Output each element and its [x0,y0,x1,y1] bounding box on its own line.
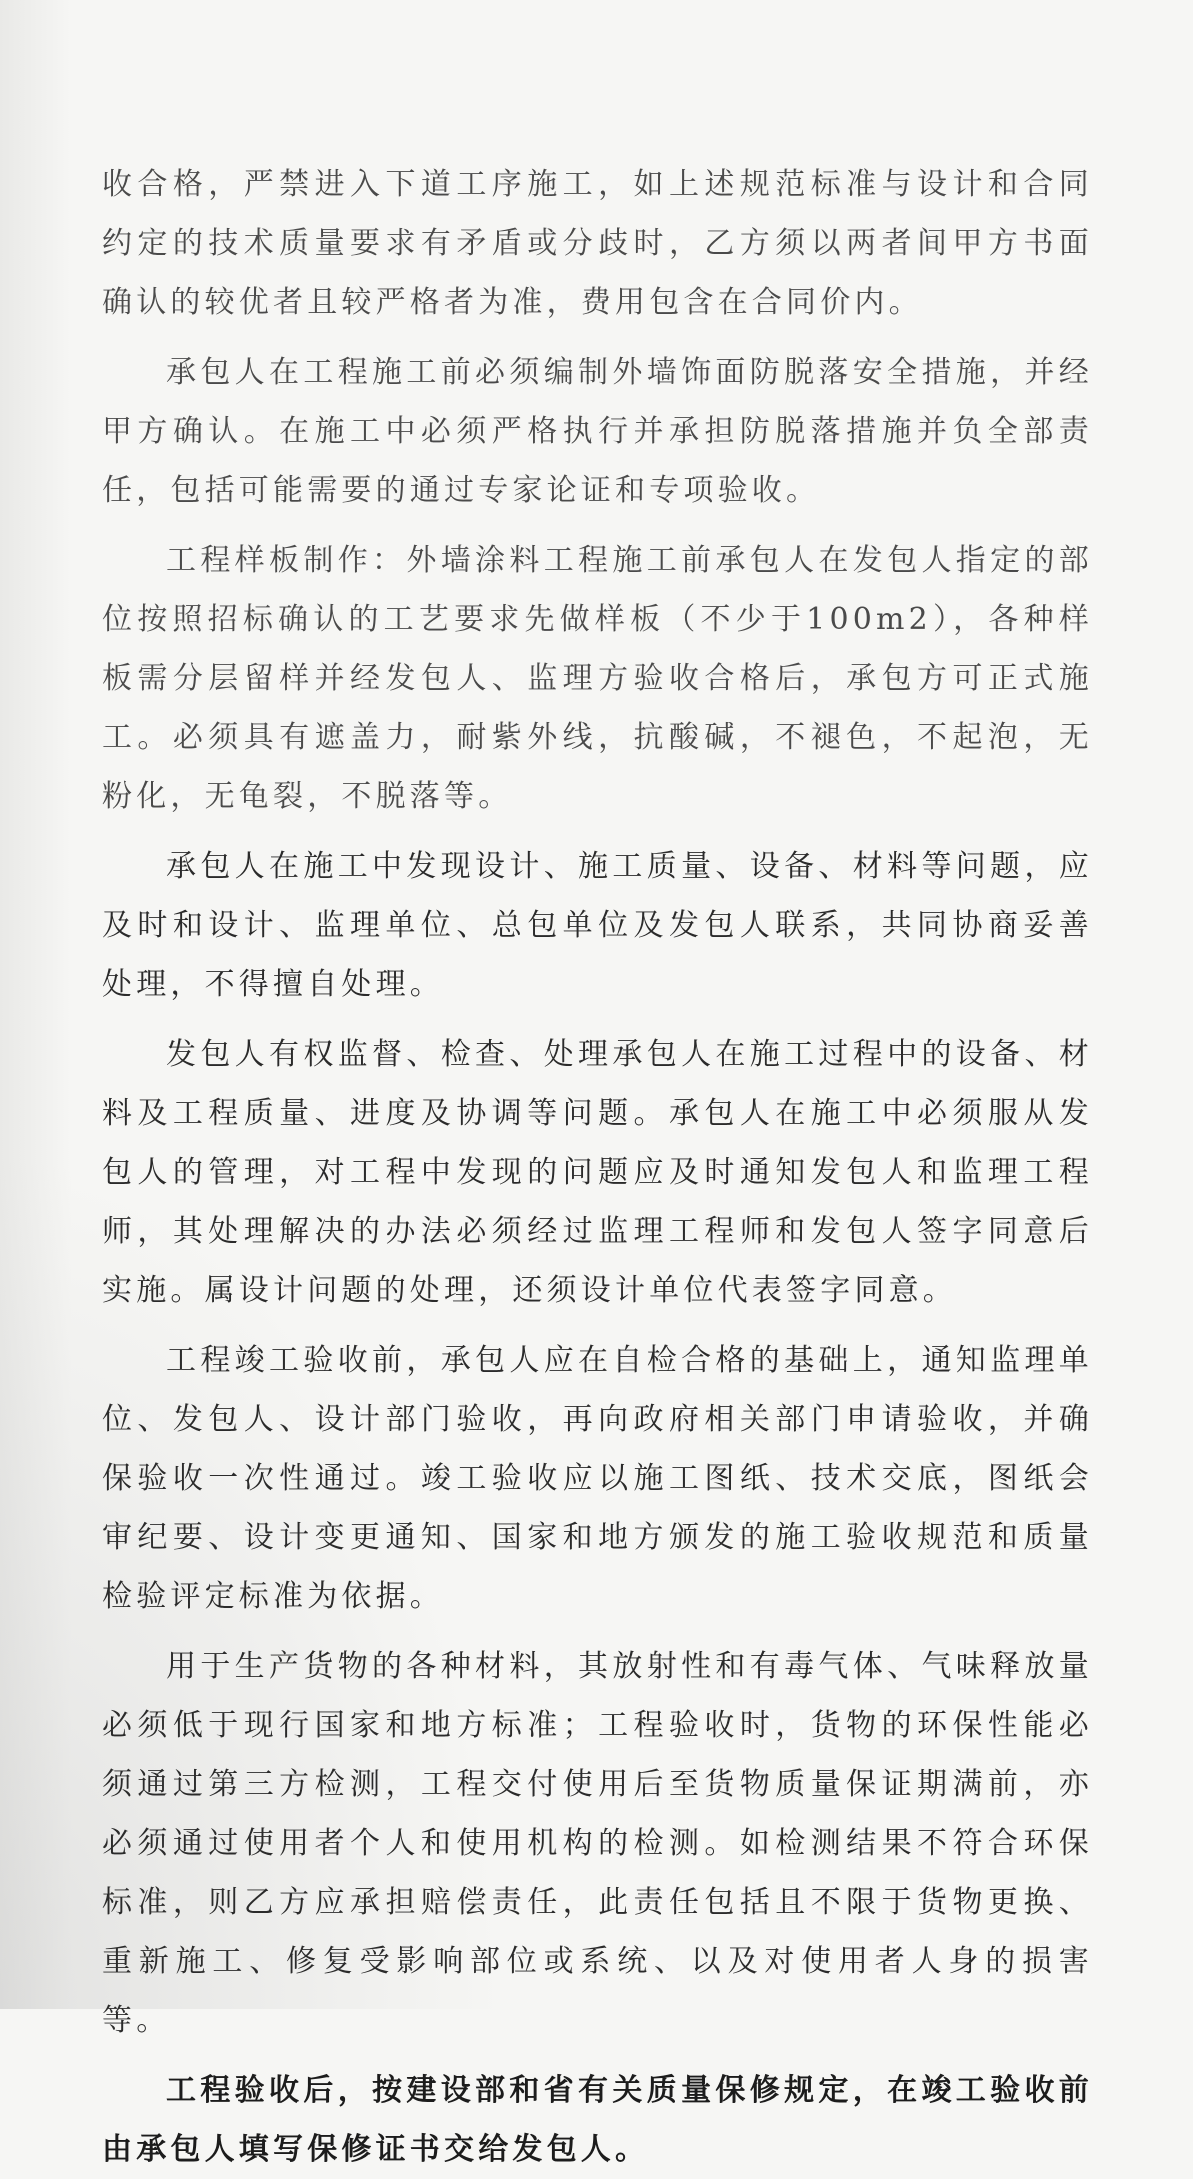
paragraph-completion-acceptance: 工程竣工验收前，承包人应在自检合格的基础上，通知监理单位、发包人、设计部门验收，再向政府相关部门申请验收，并确保验收一次性通过。竣工验收应以施工图纸、技术交底，图纸会审纪要、设计变更通知、国家和地方颁发的施工验收规范和质量检验评定标准为依据。 [102,1343,1093,1614]
paragraph-supervision-rights: 发包人有权监督、检查、处理承包人在施工过程中的设备、材料及工程质量、进度及协调等问题。承包人在施工中必须服从发包人的管理，对工程中发现的问题应及时通知发包人和监理工程师，其处理解决的办法必须经过监理工程师和发包人签字同意后实施。属设计问题的处理，还须设计单位代表签字同意。 [102,1037,1093,1308]
paragraph-construction-issues: 承包人在施工中发现设计、施工质量、设备、材料等问题，应及时和设计、监理单位、总包单位及发包人联系，共同协商妥善处理，不得擅自处理。 [102,849,1093,1002]
paragraph-facade-safety-measures: 承包人在工程施工前必须编制外墙饰面防脱落安全措施，并经甲方确认。在施工中必须严格执行并承担防脱落措施并负全部责任，包括可能需要的通过专家论证和专项验收。 [102,355,1093,508]
paragraph-warranty-certificate: 工程验收后，按建设部和省有关质量保修规定，在竣工验收前由承包人填写保修证书交给发包人。 [102,2073,1093,2167]
paragraph-acceptance-standards: 收合格，严禁进入下道工序施工，如上述规范标准与设计和合同约定的技术质量要求有矛盾或分歧时，乙方须以两者间甲方书面确认的较优者且较严格者为准，费用包含在合同价内。 [102,167,1093,320]
paragraph-environmental-materials: 用于生产货物的各种材料，其放射性和有毒气体、气味释放量必须低于现行国家和地方标准；工程验收时，货物的环保性能必须通过第三方检测，工程交付使用后至货物质量保证期满前，亦必须通过使用者个人和使用机构的检测。如检测结果不符合环保标准，则乙方应承担赔偿责任，此责任包括且不限于货物更换、重新施工、修复受影响部位或系统、以及对使用者人身的损害等。 [102,1649,1093,2038]
paragraph-sample-panel: 工程样板制作：外墙涂料工程施工前承包人在发包人指定的部位按照招标确认的工艺要求先做样板（不少于100m2），各种样板需分层留样并经发包人、监理方验收合格后，承包方可正式施工。必须具有遮盖力，耐紫外线，抗酸碱，不褪色，不起泡，无粉化，无龟裂，不脱落等。 [102,543,1093,814]
